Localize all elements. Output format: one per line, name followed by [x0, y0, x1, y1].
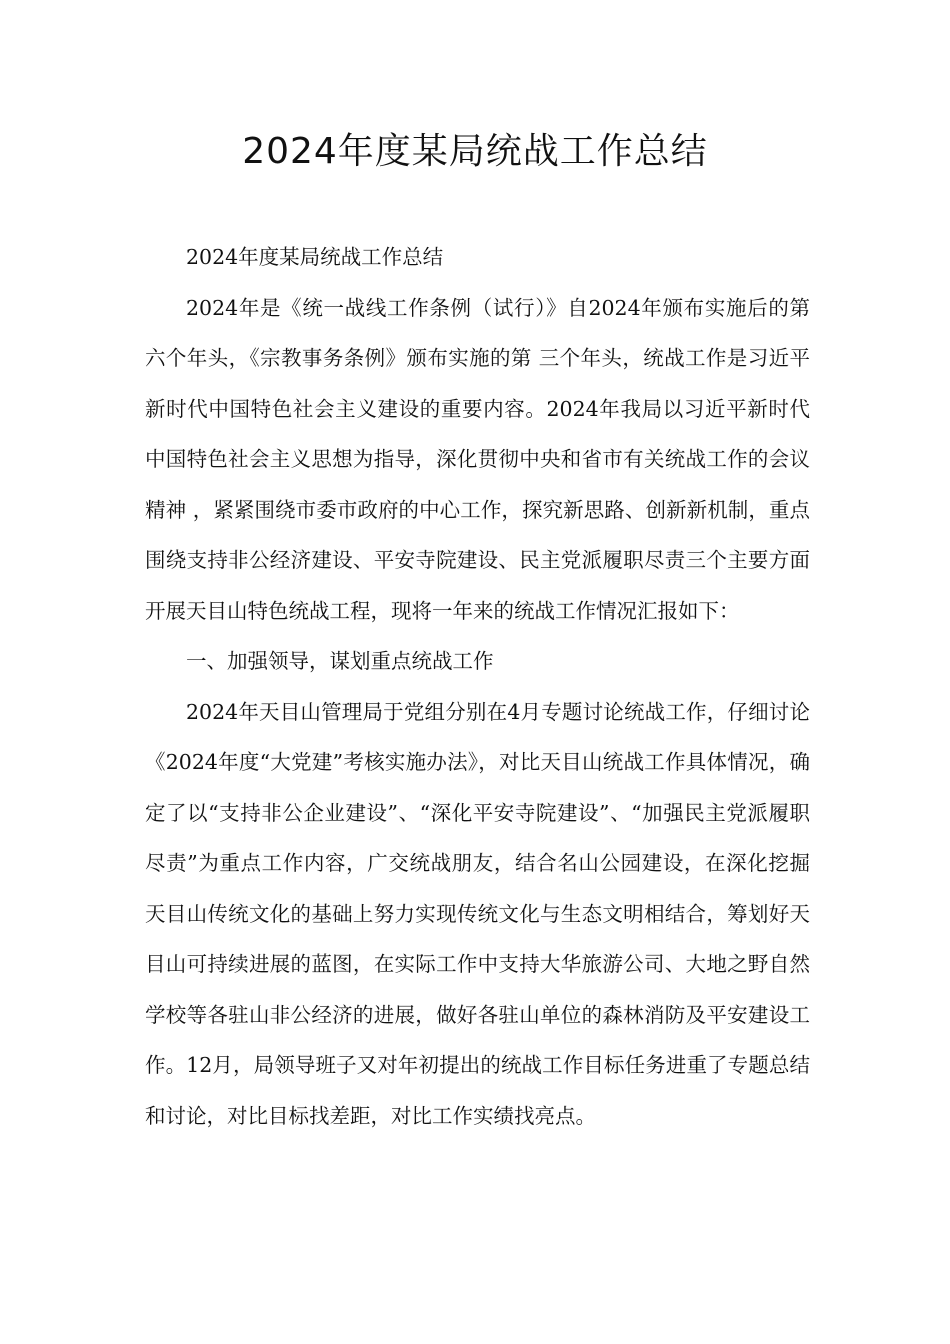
body-paragraph-subtitle: 2024年度某局统战工作总结 — [186, 245, 444, 269]
section-heading-1: 一、加强领导，谋划重点统战工作 — [186, 649, 494, 673]
body-paragraph-intro: 2024年是《统一战线工作条例（试行）》自2024年颁布实施后的第六个年头，《宗教事务条例》颁布实施的第 三个年头，统战工作是习近平新时代中国特色社会主义建设的重要内容。2024年我局以习近平新时代中国特色社会主义思想为指导，深化贯彻中央和省市有关统战工作的会议精神 ，紧紧围绕市委市政府的中心工作，探究新思路、创新新机制，重点围绕支持非公经济建设、平安寺院建设、民主党派履职尽责三个主要方面开展天目山特色统战工程，现将一年来的统战工作情况汇报如下： — [145, 295, 810, 623]
body-paragraph-section-1: 2024年天目山管理局于党组分别在4月专题讨论统战工作，仔细讨论《2024年度“大党建”考核实施办法》，对比天目山统战工作具体情况，确定了以“支持非公企业建设”、“深化平安寺院建设”、“加强民主党派履职尽责”为重点工作内容，广交统战朋友，结合名山公园建设，在深化挖掘天目山传统文化的基础上努力实现传统文化与生态文明相结合，筹划好天目山可持续进展的蓝图，在实际工作中支持大华旅游公司、大地之野自然学校等各驻山非公经济的进展，做好各驻山单位的森林消防及平安建设工作。12月，局领导班子又对年初提出的统战工作目标任务进重了专题总结和讨论，对比目标找差距，对比工作实绩找亮点。 — [145, 699, 810, 1128]
document-title: 2024年度某局统战工作总结 — [242, 131, 708, 172]
document-body — [145, 232, 810, 1141]
